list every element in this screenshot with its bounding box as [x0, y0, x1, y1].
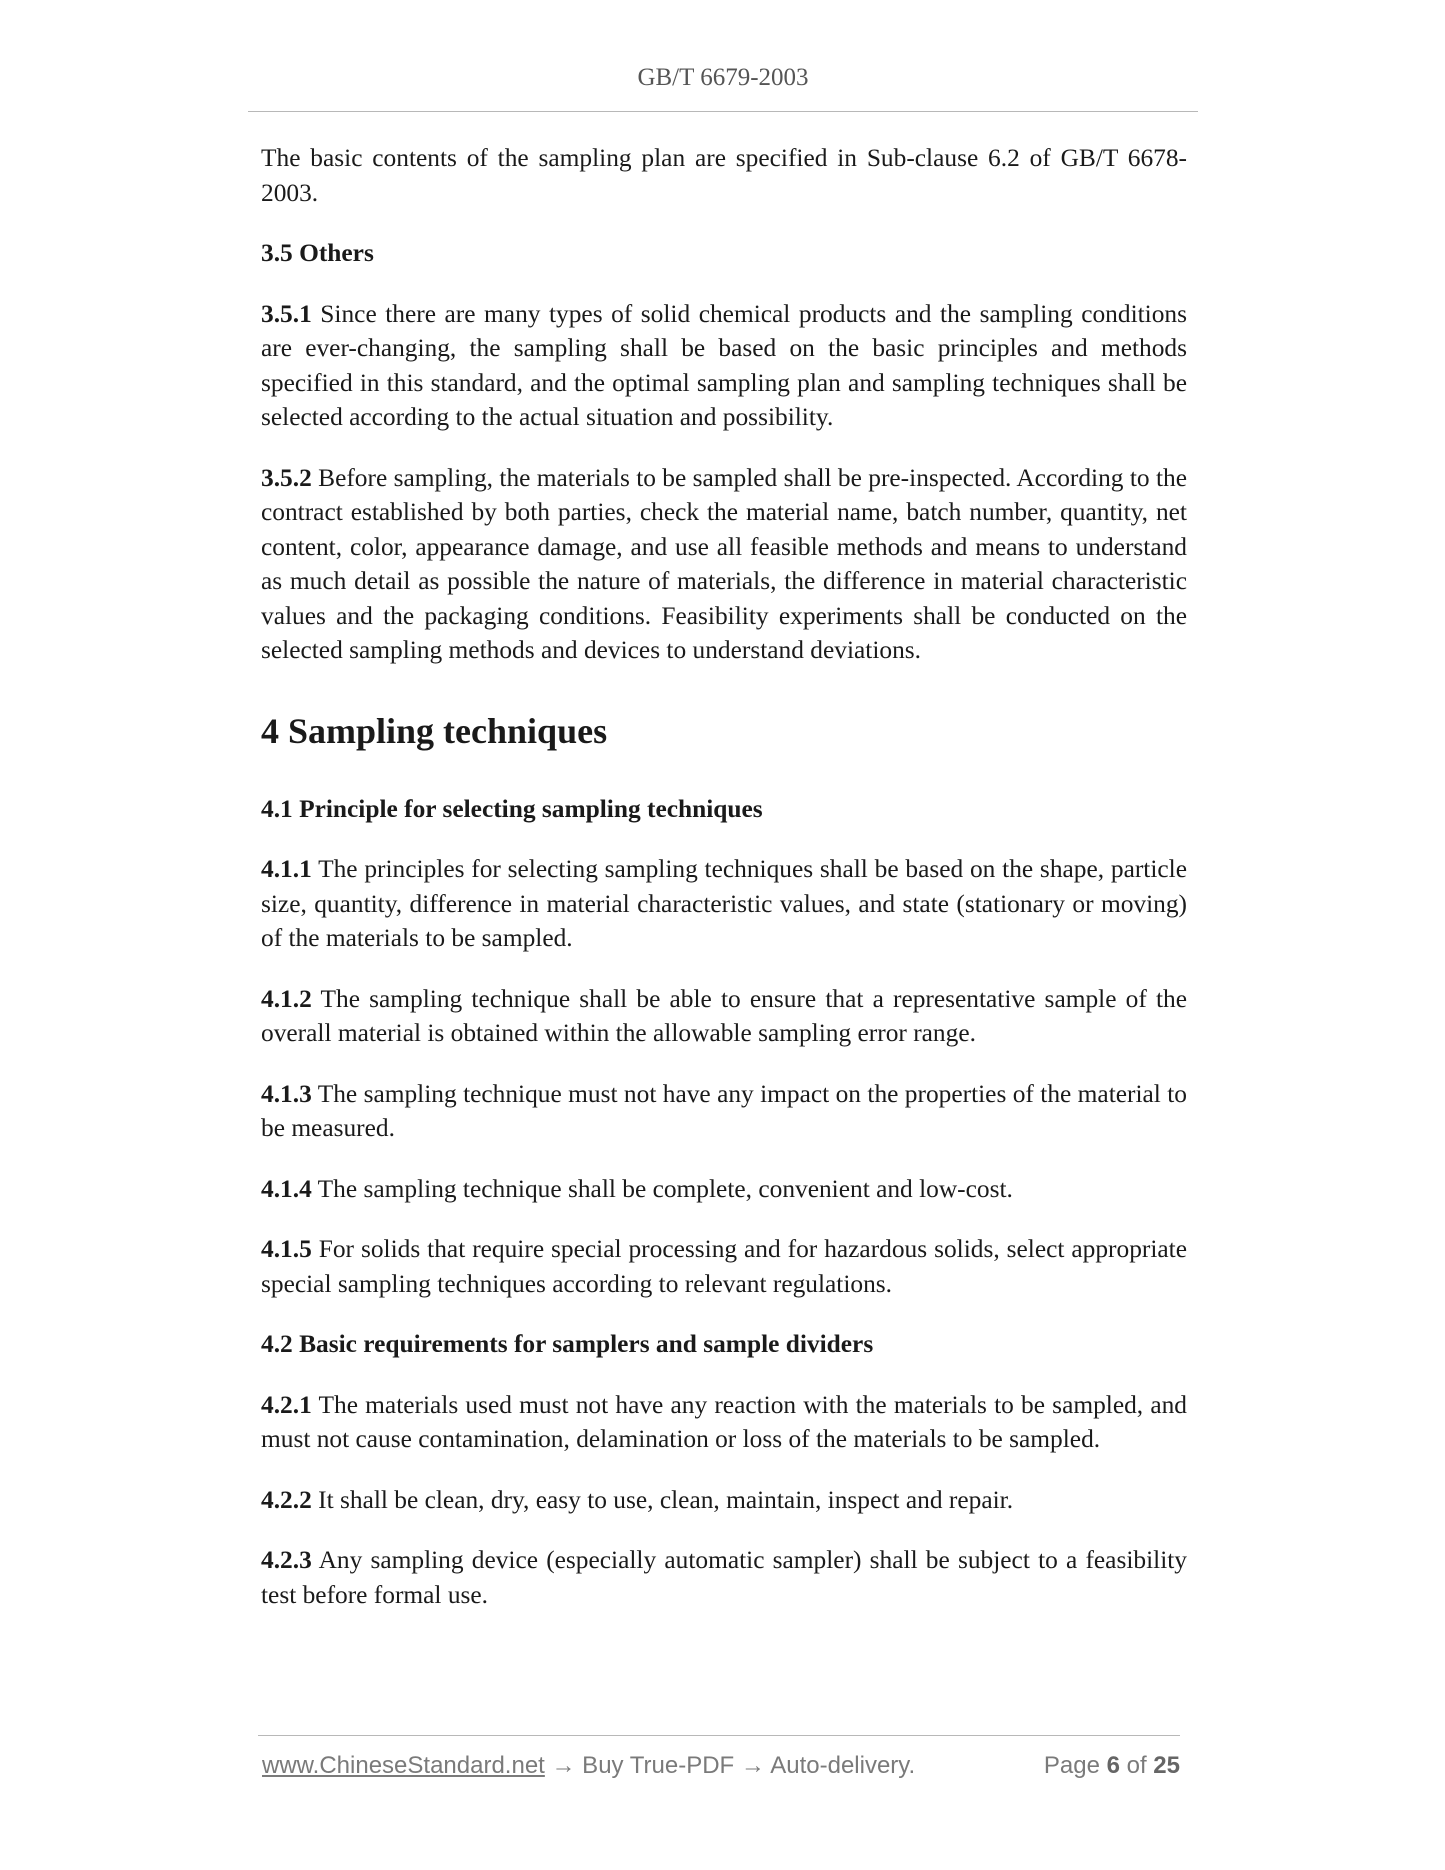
clause-4-1-5 [261, 1232, 1187, 1301]
clause-number: 3.5.1 [261, 299, 312, 328]
page-label: Page [1043, 1752, 1107, 1779]
clause-4-2-3 [261, 1543, 1187, 1612]
clause-4-2-1 [261, 1388, 1187, 1457]
clause-text: The sampling technique shall be able to ensure that a representative sample of the overall material is obtained within the allowable sampling error range. [261, 984, 1187, 1047]
clause-text: Before sampling, the materials to be sampled shall be pre-inspected. According to the contract established by both parties, check the material name, batch number, quantity, net content, color, appearance damage, and use all feasible methods and means to understand as much detail as possible the nature of materials, the difference in material characteristic values and the packaging conditions. Feasibility experiments shall be conducted on the selected sampling methods and devices to understand deviations. [261, 463, 1187, 664]
website-link[interactable]: www.ChineseStandard.net [262, 1752, 545, 1779]
clause-text: Any sampling device (especially automatic sampler) shall be subject to a feasibility test before formal use. [261, 1546, 1187, 1609]
page-of: of [1119, 1752, 1154, 1779]
clause-text: It shall be clean, dry, easy to use, clean, maintain, inspect and repair. [311, 1485, 1014, 1514]
clause-3-5-2 [261, 461, 1187, 668]
page-footer [262, 1752, 1180, 1780]
clause-number: 4.1.5 [261, 1235, 312, 1263]
page-number [1044, 1752, 1180, 1780]
section-3-5-heading: 3.5 Others [261, 239, 374, 267]
clause-text: The sampling technique must not have any impact on the properties of the material to be measured. [261, 1079, 1187, 1142]
clause-number: 4.1.4 [261, 1174, 312, 1203]
intro-paragraph [261, 141, 1187, 210]
clause-4-1-2 [261, 982, 1187, 1051]
clause-3-5-1 [261, 297, 1187, 435]
clause-number: 4.1.2 [261, 984, 312, 1013]
page-total: 25 [1153, 1752, 1180, 1779]
clause-4-1-4 [261, 1172, 1187, 1207]
clause-4-2-2 [261, 1483, 1187, 1518]
header-divider [248, 111, 1198, 112]
section-4-1-heading: 4.1 Principle for selecting sampling techniques [261, 794, 763, 823]
document-header: GB/T 6679-2003 [637, 64, 809, 91]
clause-text: The materials used must not have any reaction with the materials to be sampled, and must not cause contamination, delamination or loss of the materials to be sampled. [261, 1390, 1187, 1453]
clause-number: 4.2.1 [261, 1390, 312, 1419]
document-body [261, 141, 1187, 1638]
section-4-2-heading: 4.2 Basic requirements for samplers and sample dividers [261, 1330, 874, 1358]
clause-4-1-3 [261, 1077, 1187, 1146]
clause-number: 4.1.1 [261, 855, 312, 883]
chapter-4-heading: 4 Sampling techniques [261, 710, 608, 751]
page-current: 6 [1106, 1752, 1120, 1779]
intro-text: The basic contents of the sampling plan are specified in Sub-clause 6.2 of GB/T 6678-2003. [261, 144, 1187, 207]
clause-text: For solids that require special processing and for hazardous solids, select appropriate special sampling techniques according to relevant regulations. [261, 1235, 1187, 1298]
clause-number: 4.2.3 [261, 1546, 312, 1574]
clause-text: The sampling technique shall be complete, convenient and low-cost. [311, 1174, 1013, 1203]
clause-text: Since there are many types of solid chemical products and the sampling conditions are ever-changing, the sampling shall be based on the basic principles and methods specified in this standard, and the optimal sampling plan and sampling techniques shall be selected according to the actual situation and possibility. [261, 299, 1187, 431]
clause-number: 3.5.2 [261, 463, 312, 492]
clause-number: 4.1.3 [261, 1079, 312, 1108]
footer-divider [258, 1735, 1180, 1736]
clause-number: 4.2.2 [261, 1485, 312, 1514]
clause-4-1-1 [261, 852, 1187, 956]
promo-text: → Buy True-PDF → Auto-delivery. [544, 1752, 916, 1779]
clause-text: The principles for selecting sampling techniques shall be based on the shape, particle size, quantity, difference in material characteristic values, and state (stationary or moving) of the materials to be sampled. [261, 855, 1187, 952]
